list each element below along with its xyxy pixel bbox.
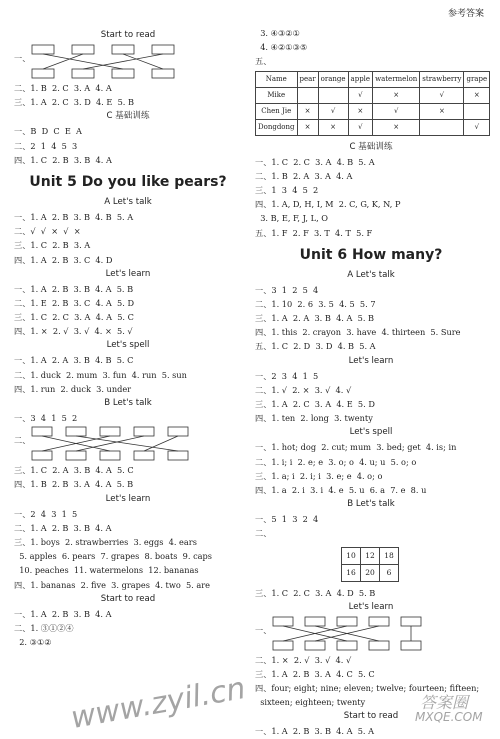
section-title: C 基础训练	[349, 141, 393, 152]
table-cell: ×	[464, 87, 490, 103]
answer-line: 2. ③①②	[14, 637, 52, 648]
answer-line: 一、2 4 3 1 5	[14, 508, 78, 519]
answer-line: 一、1. A 2. B 3. B 4. B 5. A	[14, 211, 134, 222]
table-cell	[464, 103, 490, 119]
answer-line: 3. B, E, F, J, L, O	[255, 213, 328, 224]
section-title: Start to read	[343, 711, 399, 722]
answer-line: 二、1. B 2. C 3. A 4. A	[14, 83, 112, 93]
answer-line: 四、1. ten 2. long 3. twenty	[255, 413, 373, 424]
answer-line: 一、1. A 2. B 3. B 4. A	[14, 608, 112, 619]
table-header: orange	[318, 71, 348, 87]
fruit-table	[255, 71, 490, 136]
answer-line: 五、	[255, 56, 272, 67]
matching-diagram	[14, 425, 242, 463]
matching-diagram	[14, 43, 242, 81]
section-title: Let's learn	[348, 601, 394, 612]
section-title: A Let's talk	[347, 269, 395, 280]
answer-line: 四、1. run 2. duck 3. under	[14, 383, 132, 394]
answer-line: 四、1. B 2. B 3. A 4. A 5. B	[14, 479, 134, 490]
answer-line: 10. peaches 11. watermelons 12. bananas	[14, 565, 199, 576]
answer-line: 三、1. A 2. A 3. B 4. A 5. B	[255, 313, 375, 324]
table-cell: Dongdong	[256, 119, 298, 135]
answer-line: 一、3 4 1 5 2	[14, 413, 78, 423]
answer-line: 二、1. ③①②④	[14, 622, 74, 633]
answer-line: 二、1. √ 2. × 3. √ 4. √	[255, 384, 352, 395]
question-label: 一、	[255, 624, 272, 635]
answer-line: 四、1. a 2. i 3. i 4. e 5. u 6. a 7. e 8. u	[255, 484, 427, 495]
answer-line: 一、1. A 2. B 3. B 4. A 5. B	[14, 283, 134, 294]
answer-line: 四、1. A, D, H, I, M 2. C, G, K, N, P	[255, 199, 401, 210]
section-title: Let's learn	[105, 268, 151, 279]
question-label: 二、	[14, 435, 31, 446]
table-cell: ×	[373, 119, 420, 135]
section-title: Let's learn	[105, 493, 151, 504]
table-cell	[318, 87, 348, 103]
answer-line: 二、1. × 2. √ 3. √ 4. √	[255, 654, 352, 665]
table-cell: 10	[342, 547, 361, 564]
answer-line: 三、1. C 2. B 3. A	[14, 240, 91, 251]
matching-lines	[14, 425, 242, 463]
answer-line: 二、1. i; i 2. e; e 3. o; o 4. u; u 5. o; o	[255, 456, 417, 467]
answer-line: 三、1. C 2. A 3. B 4. A 5. C	[14, 465, 134, 476]
table-row	[342, 564, 399, 581]
table-header: pear	[297, 71, 318, 87]
table-header: apple	[348, 71, 373, 87]
matching-diagram	[255, 615, 487, 653]
table-header: Name	[256, 71, 298, 87]
table-cell: ×	[373, 87, 420, 103]
question-label: 一、	[14, 53, 31, 63]
table-cell: 16	[342, 564, 361, 581]
section-title: Start to read	[100, 30, 156, 40]
table-cell: Chen Jie	[256, 103, 298, 119]
answer-line: 三、1. boys 2. strawberries 3. eggs 4. ears	[14, 536, 197, 547]
answer-line: 5. apples 6. pears 7. grapes 8. boats 9. caps	[14, 551, 212, 562]
right-column	[255, 26, 487, 739]
section-title: A Let's talk	[104, 196, 152, 207]
section-title: Start to read	[100, 593, 156, 604]
table-cell	[297, 87, 318, 103]
answer-line: 三、1. a; i 2. i; i 3. e; e 4. o; o	[255, 470, 383, 481]
answer-line: 二、1. duck 2. mum 3. fun 4. run 5. sun	[14, 369, 187, 380]
table-cell: √	[318, 103, 348, 119]
watermark: 答案圈	[420, 693, 469, 712]
section-title: Let's spell	[106, 340, 150, 351]
number-grid	[341, 547, 399, 582]
section-title: B Let's talk	[347, 499, 395, 510]
table-cell: ×	[420, 103, 464, 119]
table-cell	[420, 119, 464, 135]
answer-line: 四、1. bananas 2. five 3. grapes 4. two 5. are	[14, 579, 211, 590]
section-title: Let's spell	[349, 427, 393, 438]
table-cell: ×	[318, 119, 348, 135]
answer-line: 3. ④③②①	[255, 28, 300, 38]
table-cell: 20	[361, 564, 380, 581]
unit-title: Unit 6 How many?	[299, 246, 443, 263]
table-cell: ×	[297, 119, 318, 135]
section-title: B Let's talk	[104, 398, 152, 408]
page-header: 参考答案	[447, 9, 484, 19]
table-cell: √	[348, 119, 373, 135]
table-cell: √	[373, 103, 420, 119]
table-cell: √	[420, 87, 464, 103]
table-cell: 6	[380, 564, 399, 581]
answer-line: 二、1. E 2. B 3. C 4. A 5. D	[14, 297, 135, 308]
answer-line: 一、1. A 2. B 3. B 4. A 5. A	[255, 726, 375, 737]
answer-line: 一、1. hot; dog 2. cut; mum 3. bed; get 4. is; in	[255, 442, 457, 453]
table-cell: 12	[361, 547, 380, 564]
answer-line: 四、1. × 2. √ 3. √ 4. × 5. √	[14, 326, 133, 337]
table-row	[342, 547, 399, 564]
answer-line: 二、1. 10 2. 6 3. 5 4. 5 5. 7	[255, 298, 376, 309]
answer-line: 二、1. B 2. A 3. A 4. A	[255, 170, 353, 181]
answer-line: 三、1. A 2. C 3. D 4. E 5. B	[14, 97, 135, 108]
table-header: strawberry	[420, 71, 464, 87]
answer-line: 三、1 3 4 5 2	[255, 184, 319, 195]
section-title: C 基础训练	[106, 111, 150, 122]
unit-title: Unit 5 Do you like pears?	[29, 173, 227, 190]
answer-line: 一、3 1 2 5 4	[255, 284, 319, 295]
answer-line: 四、four; eight; nine; eleven; twelve; fourteen; fifteen;	[255, 683, 480, 694]
answer-line: 一、2 3 4 1 5	[255, 370, 319, 381]
table-cell: √	[464, 119, 490, 135]
answer-line: 三、1. A 2. B 3. A 4. C 5. C	[255, 668, 375, 679]
table-header-row	[256, 71, 490, 87]
matching-lines	[255, 615, 487, 653]
watermark: MXQE.COM	[415, 710, 483, 724]
answer-line: 二、	[255, 528, 272, 539]
left-column	[14, 28, 242, 649]
answer-line: 三、1. C 2. C 3. A 4. A 5. C	[14, 312, 134, 323]
table-row	[256, 103, 490, 119]
table-cell: √	[348, 87, 373, 103]
answer-line: sixteen; eighteen; twenty	[255, 697, 366, 708]
answer-line: 四、1. A 2. B 3. C 4. D	[14, 254, 113, 265]
answer-line: 四、1. this 2. crayon 3. have 4. thirteen 5. Sure	[255, 327, 461, 338]
answer-line: 一、1. A 2. A 3. B 4. B 5. C	[14, 355, 134, 366]
answer-line: 4. ④②①③⑤	[255, 42, 308, 53]
answer-line: 三、1. C 2. C 3. A 4. D 5. B	[255, 587, 376, 598]
section-title: Let's learn	[348, 355, 394, 366]
answer-line: 一、1. C 2. C 3. A 4. B 5. A	[255, 156, 375, 167]
table-cell: ×	[297, 103, 318, 119]
table-row	[256, 119, 490, 135]
watermark: www.zyil.cn	[68, 670, 249, 737]
matching-lines	[14, 43, 242, 81]
answer-line: 二、√ √ × √ ×	[14, 226, 81, 237]
table-header: grape	[464, 71, 490, 87]
table-cell: Mike	[256, 87, 298, 103]
answer-line: 五、1. C 2. D 3. D 4. B 5. A	[255, 341, 376, 352]
table-cell: 18	[380, 547, 399, 564]
table-header: watermelon	[373, 71, 420, 87]
table-row	[256, 87, 490, 103]
answer-line: 一、5 1 3 2 4	[255, 514, 319, 525]
answer-line: 五、1. F 2. F 3. T 4. T 5. F	[255, 227, 373, 238]
answer-line: 一、B D C E A	[14, 126, 82, 137]
answer-line: 三、1. A 2. C 3. A 4. E 5. D	[255, 399, 375, 409]
answer-line: 二、2 1 4 5 3	[14, 140, 78, 151]
answer-line: 四、1. C 2. B 3. B 4. A	[14, 154, 112, 165]
answer-line: 二、1. A 2. B 3. B 4. A	[14, 522, 112, 533]
table-cell: ×	[348, 103, 373, 119]
